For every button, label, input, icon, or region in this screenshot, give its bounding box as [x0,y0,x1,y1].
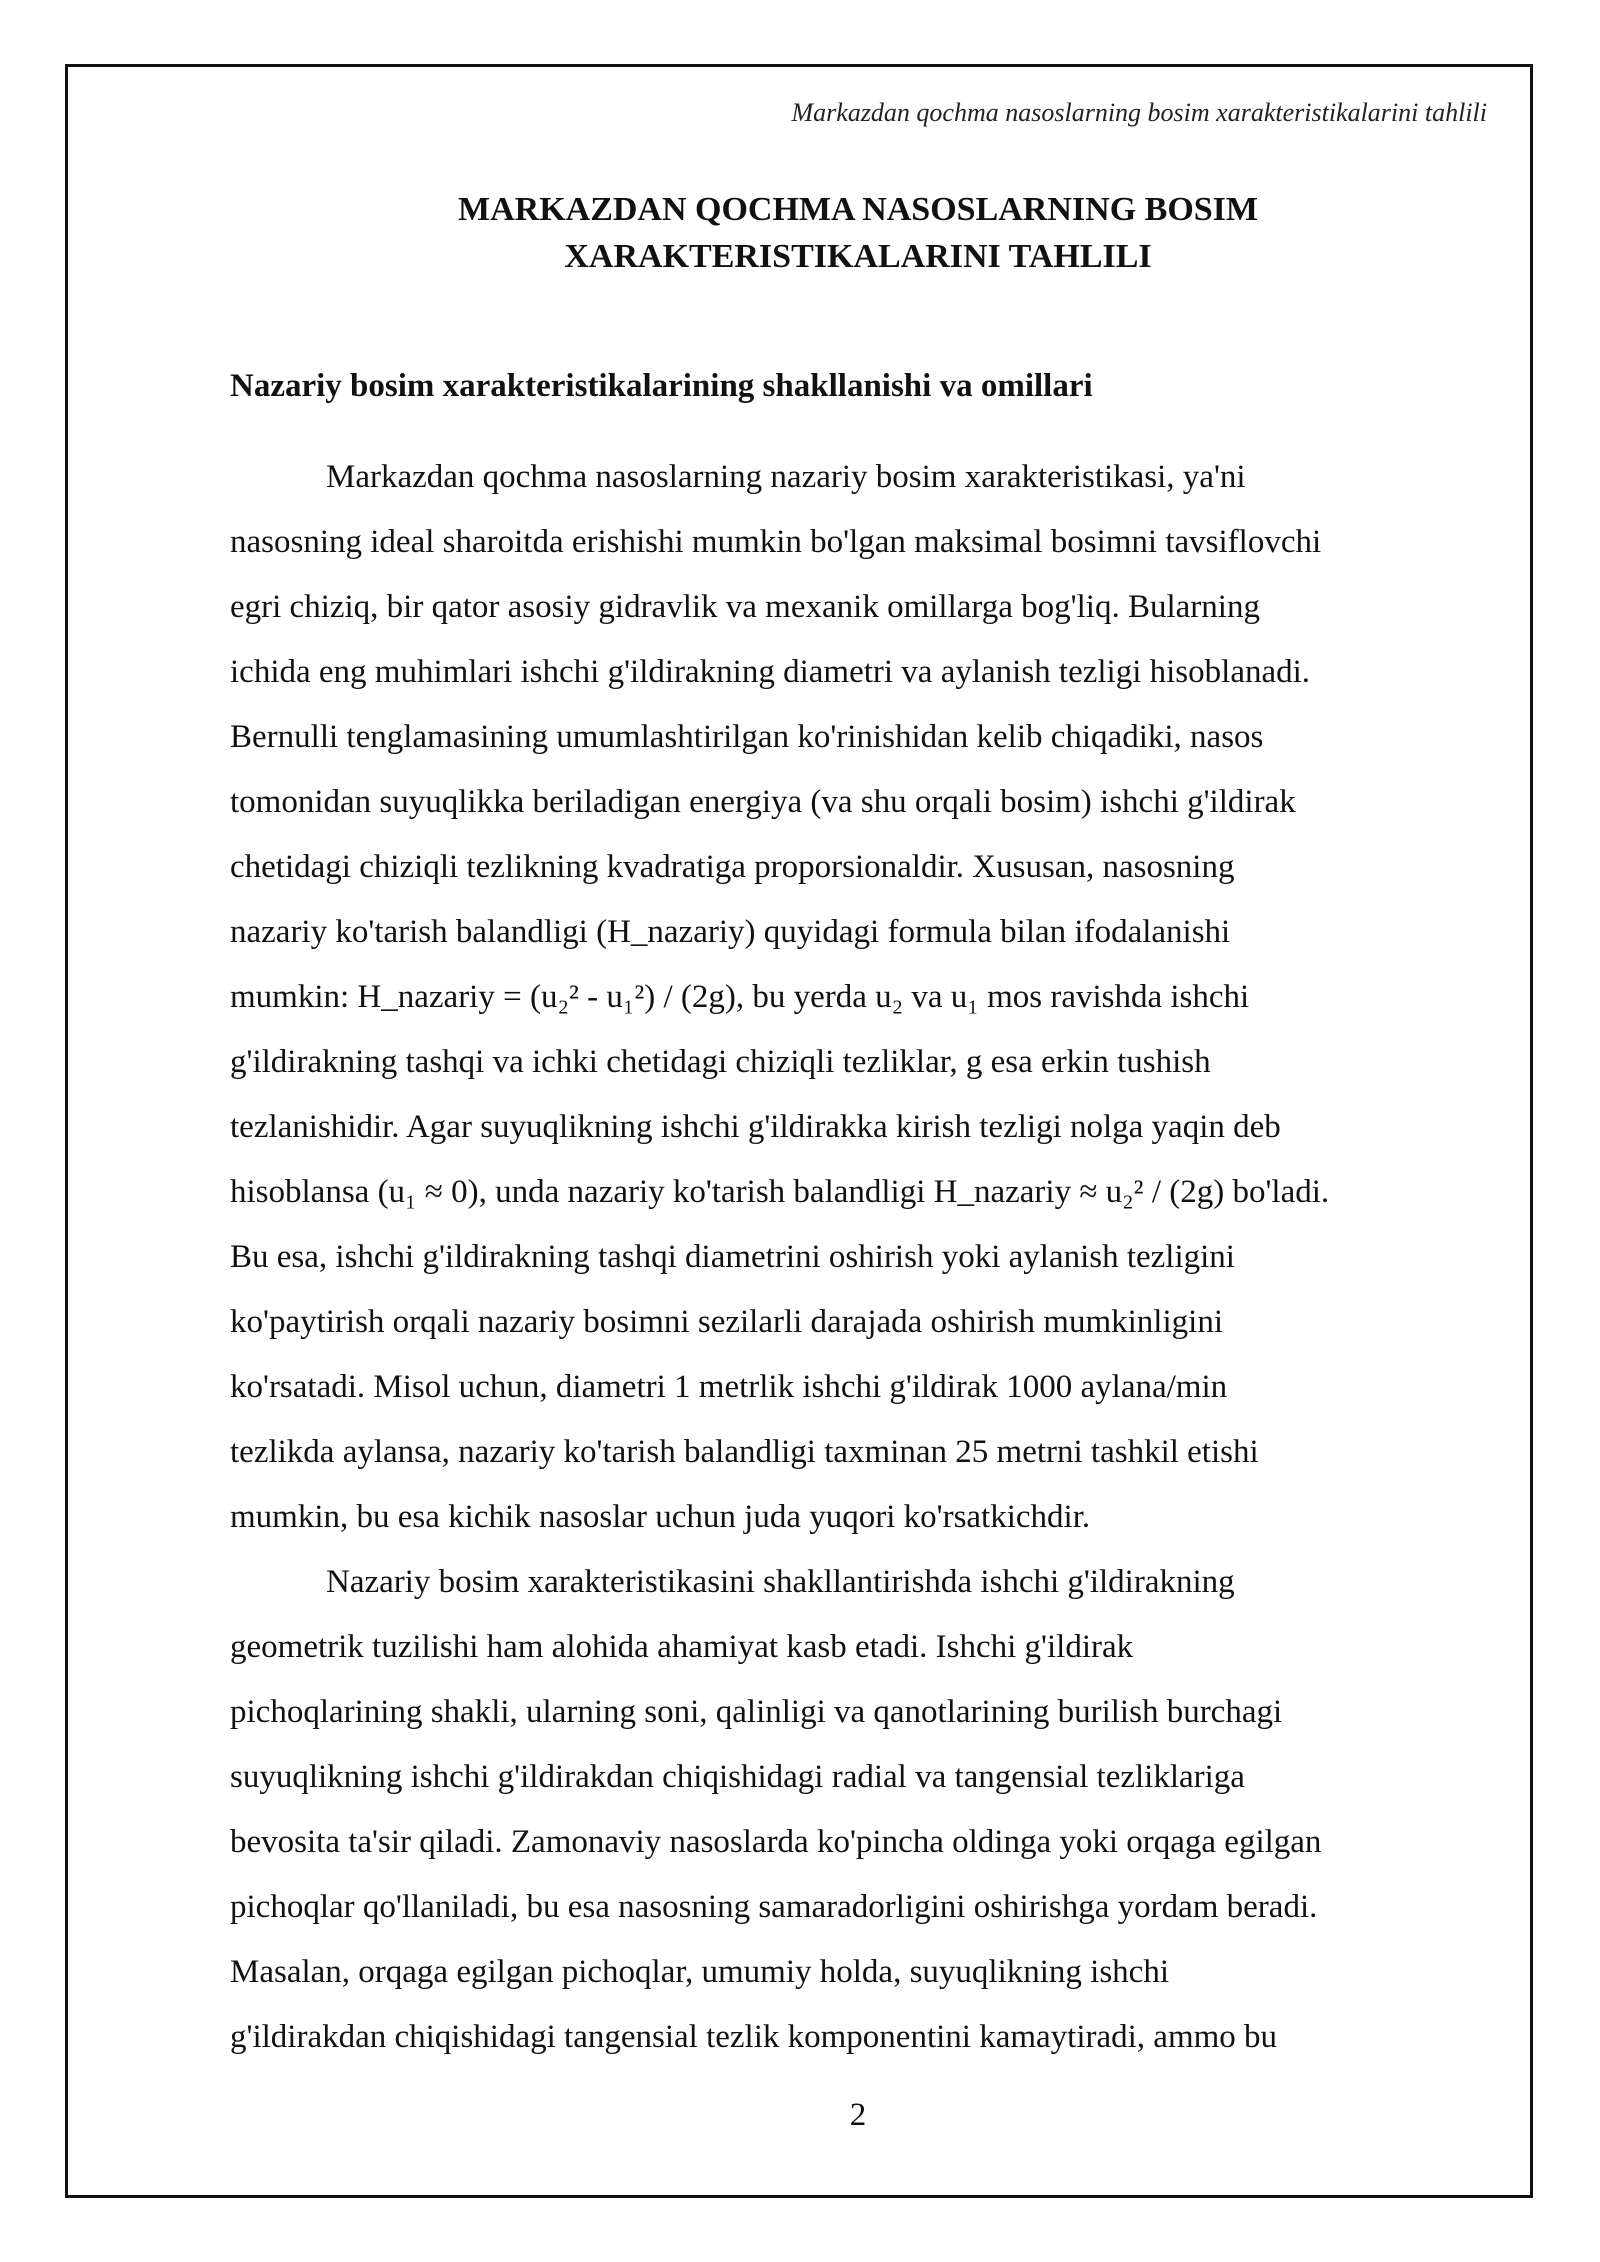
paragraph-1: Markazdan qochma nasoslarning nazariy bosim xarakteristikasi, ya'ni nasosning ideal sharoitda erishishi mumkin bo'lgan maksimal bosimni tavsiflovchi egri chiziq, bir qator asosiy gidravlik va mexanik omillarga bog'liq. Bularning ichida eng muhimlari ishchi g'ildirakning diametri va aylanish tezligi hisoblanadi. Bernulli tenglamasining umumlashtirilgan ko'rinishidan kelib chiqadiki, nasos tomonidan suyuqlikka beriladigan energiya (va shu orqali bosim) ishchi g'ildirak chetidagi chiziqli tezlikning kvadratiga proporsionaldir. Xususan, nasosning nazariy ko'tarish balandligi (H_nazariy) quyidagi formula bilan ifodalanishi mumkin: H_nazariy = (u₂² - u₁²) / (2g), bu yerda u₂ va u₁ mos ravishda ishchi g'ildirakning tashqi va ichki chetidagi chiziqli tezliklar, g esa erkin tushish tezlanishidir. Agar suyuqlikning ishchi g'ildirakka kirish tezligi nolga yaqin deb hisoblansa (u₁ ≈ 0), unda nazariy ko'tarish balandligi H_nazariy ≈ u₂² / (2g) bo'ladi. Bu esa, ishchi g'ildirakning tashqi diametrini oshirish yoki aylanish tezligini ko'paytirish orqali nazariy bosimni sezilarli darajada oshirish mumkinligini ko'rsatadi. Misol uchun, diametri 1 metrlik ishchi g'ildirak 1000 aylana/min tezlikda aylansa, nazariy ko'tarish balandligi taxminan 25 metrni tashkil etishi mumkin, bu esa kichik nasoslar uchun juda yuqori ko'rsatkichdir. [230,459,1330,1535]
body-text [230,445,1486,2070]
paragraph-2: Nazariy bosim xarakteristikasini shakllantirishda ishchi g'ildirakning geometrik tuzilishi ham alohida ahamiyat kasb etadi. Ishchi g'ildirak pichoqlarining shakli, ularning soni, qalinligi va qanotlarining burilish burchagi suyuqlikning ishchi g'ildirakdan chiqishidagi radial va tangensial tezliklariga bevosita ta'sir qiladi. Zamonaviy nasoslarda ko'pincha oldinga yoki orqaga egilgan pichoqlar qo'llaniladi, bu esa nasosning samaradorligini oshirishga yordam beradi. Masalan, orqaga egilgan pichoqlar, umumiy holda, suyuqlikning ishchi g'ildirakdan chiqishidagi tangensial tezlik komponentini kamaytiradi, ammo bu [230,1564,1322,2055]
document-title-line-2: XARAKTERISTIKALARINI TAHLILI [564,238,1152,275]
running-header: Markazdan qochma nasoslarning bosim xarakteristikalarini tahlili [791,98,1487,127]
document-title-line-1: MARKAZDAN QOCHMA NASOSLARNING BOSIM [458,191,1258,228]
document-title [230,186,1486,280]
page-number: 2 [849,2097,867,2133]
section-heading: Nazariy bosim xarakteristikalarining shakllanishi va omillari [230,368,1093,404]
